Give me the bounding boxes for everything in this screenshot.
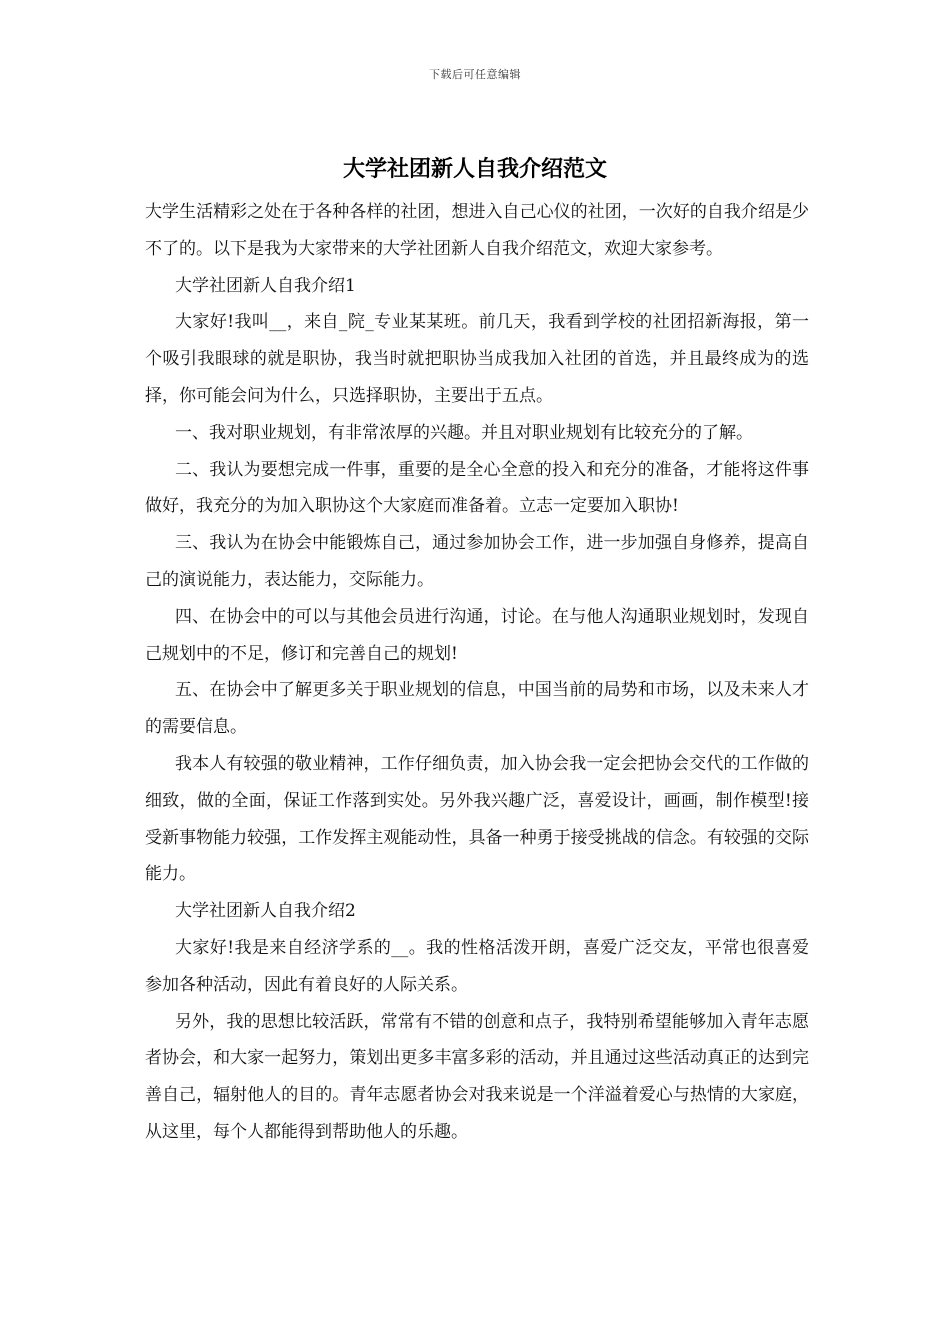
paragraph: 三、我认为在协会中能锻炼自己，通过参加协会工作，进一步加强自身修养，提高自己的演说能力，表达能力，交际能力。 [145,533,809,590]
intro-paragraph: 大学生活精彩之处在于各种各样的社团，想进入自己心仪的社团，一次好的自我介绍是少不了的。以下是我为大家带来的大学社团新人自我介绍范文，欢迎大家参考。 [145,202,809,259]
paragraph: 大家好!我叫__，来自_院_专业某某班。前几天，我看到学校的社团招新海报，第一个吸引我眼球的就是职协，我当时就把职协当成我加入社团的首选，并且最终成为的选择，你可能会问为什么，只选择职协，主要出于五点。 [145,312,809,406]
paragraph: 一、我对职业规划，有非常浓厚的兴趣。并且对职业规划有比较充分的了解。 [175,422,753,443]
header-note: 下载后可任意编辑 [429,68,521,81]
paragraph: 二、我认为要想完成一件事，重要的是全心全意的投入和充分的准备，才能将这件事做好，我充分的为加入职协这个大家庭而准备着。立志一定要加入职协! [145,459,809,517]
paragraph: 四、在协会中的可以与其他会员进行沟通，讨论。在与他人沟通职业规划时，发现自己规划中的不足，修订和完善自己的规划! [145,606,809,664]
section-heading-2: 大学社团新人自我介绍2 [175,901,356,922]
paragraph: 我本人有较强的敬业精神，工作仔细负责，加入协会我一定会把协会交代的工作做的细致，做的全面，保证工作落到实处。另外我兴趣广泛，喜爱设计，画画，制作模型!接受新事物能力较强，工作发挥主观能动性，具备一种勇于接受挑战的信念。有较强的交际能力。 [145,753,809,885]
paragraph: 大家好!我是来自经济学系的__。我的性格活泼开朗，喜爱广泛交友，平常也很喜爱参加各种活动，因此有着良好的人际关系。 [145,937,809,995]
paragraph: 五、在协会中了解更多关于职业规划的信息，中国当前的局势和市场，以及未来人才的需要信息。 [145,680,809,738]
section-heading-1: 大学社团新人自我介绍1 [175,275,356,296]
document-body [145,194,809,1151]
paragraph: 另外，我的思想比较活跃，常常有不错的创意和点子，我特别希望能够加入青年志愿者协会，和大家一起努力，策划出更多丰富多彩的活动，并且通过这些活动真正的达到完善自己，辐射他人的目的。青年志愿者协会对我来说是一个洋溢着爱心与热情的大家庭，从这里，每个人都能得到帮助他人的乐趣。 [145,1011,809,1142]
document-title: 大学社团新人自我介绍范文 [342,156,607,182]
